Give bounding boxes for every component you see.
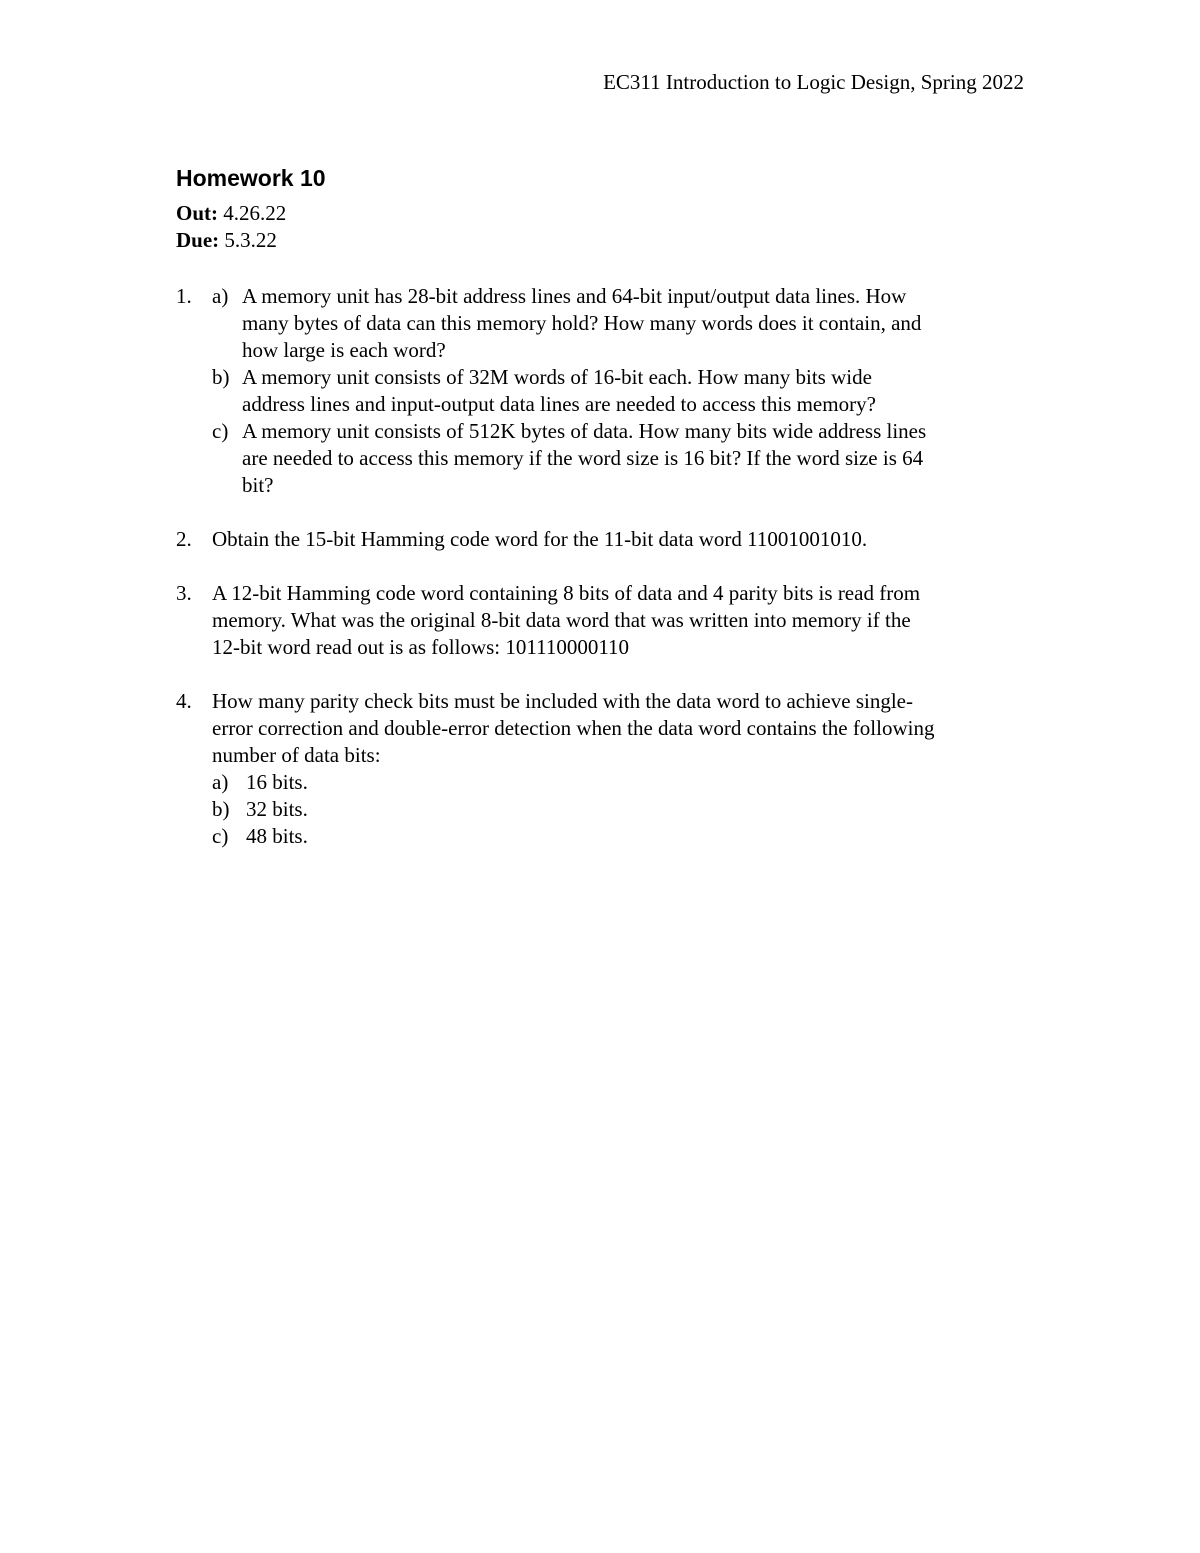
question-text-line: Obtain the 15-bit Hamming code word for the 11-bit data word 11001001010. xyxy=(212,527,868,551)
part-label: c) xyxy=(212,824,229,848)
due-date xyxy=(176,228,277,253)
question-text-line: 12-bit word read out is as follows: 101110000110 xyxy=(212,635,630,659)
part-text-line: A memory unit has 28-bit address lines and 64-bit input/output data lines. How xyxy=(242,284,907,308)
question-text-line: memory. What was the original 8-bit data word that was written into memory if the xyxy=(212,608,911,632)
question-number: 4. xyxy=(176,689,192,713)
part-text-line: 48 bits. xyxy=(246,824,308,848)
question-text-line: How many parity check bits must be included with the data word to achieve single- xyxy=(212,689,913,713)
part-label: b) xyxy=(212,797,230,821)
due-label: Due: xyxy=(176,228,220,252)
part-text-line: 16 bits. xyxy=(246,770,308,794)
question-text-line: error correction and double-error detection when the data word contains the following xyxy=(212,716,935,740)
out-label: Out: xyxy=(176,201,218,225)
out-date xyxy=(176,201,286,226)
out-value: 4.26.22 xyxy=(223,201,287,225)
question-number: 1. xyxy=(176,284,192,308)
part-label: b) xyxy=(212,365,230,389)
part-text-line: address lines and input-output data lines are needed to access this memory? xyxy=(242,392,876,416)
part-text-line: 32 bits. xyxy=(246,797,308,821)
question-number: 2. xyxy=(176,527,192,551)
question-text-line: A 12-bit Hamming code word containing 8 bits of data and 4 parity bits is read from xyxy=(212,581,921,605)
part-text-line: bit? xyxy=(242,473,274,497)
course-header: EC311 Introduction to Logic Design, Spring 2022 xyxy=(603,70,1024,94)
part-label: a) xyxy=(212,770,229,794)
part-label: c) xyxy=(212,419,229,443)
part-label: a) xyxy=(212,284,229,308)
question-text-line: number of data bits: xyxy=(212,743,381,767)
part-text-line: are needed to access this memory if the word size is 16 bit? If the word size is 64 xyxy=(242,446,924,470)
part-text-line: how large is each word? xyxy=(242,338,446,362)
due-value: 5.3.22 xyxy=(224,228,277,252)
part-text-line: many bytes of data can this memory hold? How many words does it contain, and xyxy=(242,311,922,335)
part-text-line: A memory unit consists of 512K bytes of data. How many bits wide address lines xyxy=(242,419,927,443)
page-title: Homework 10 xyxy=(176,165,326,191)
part-text-line: A memory unit consists of 32M words of 16-bit each. How many bits wide xyxy=(242,365,872,389)
question-number: 3. xyxy=(176,581,192,605)
